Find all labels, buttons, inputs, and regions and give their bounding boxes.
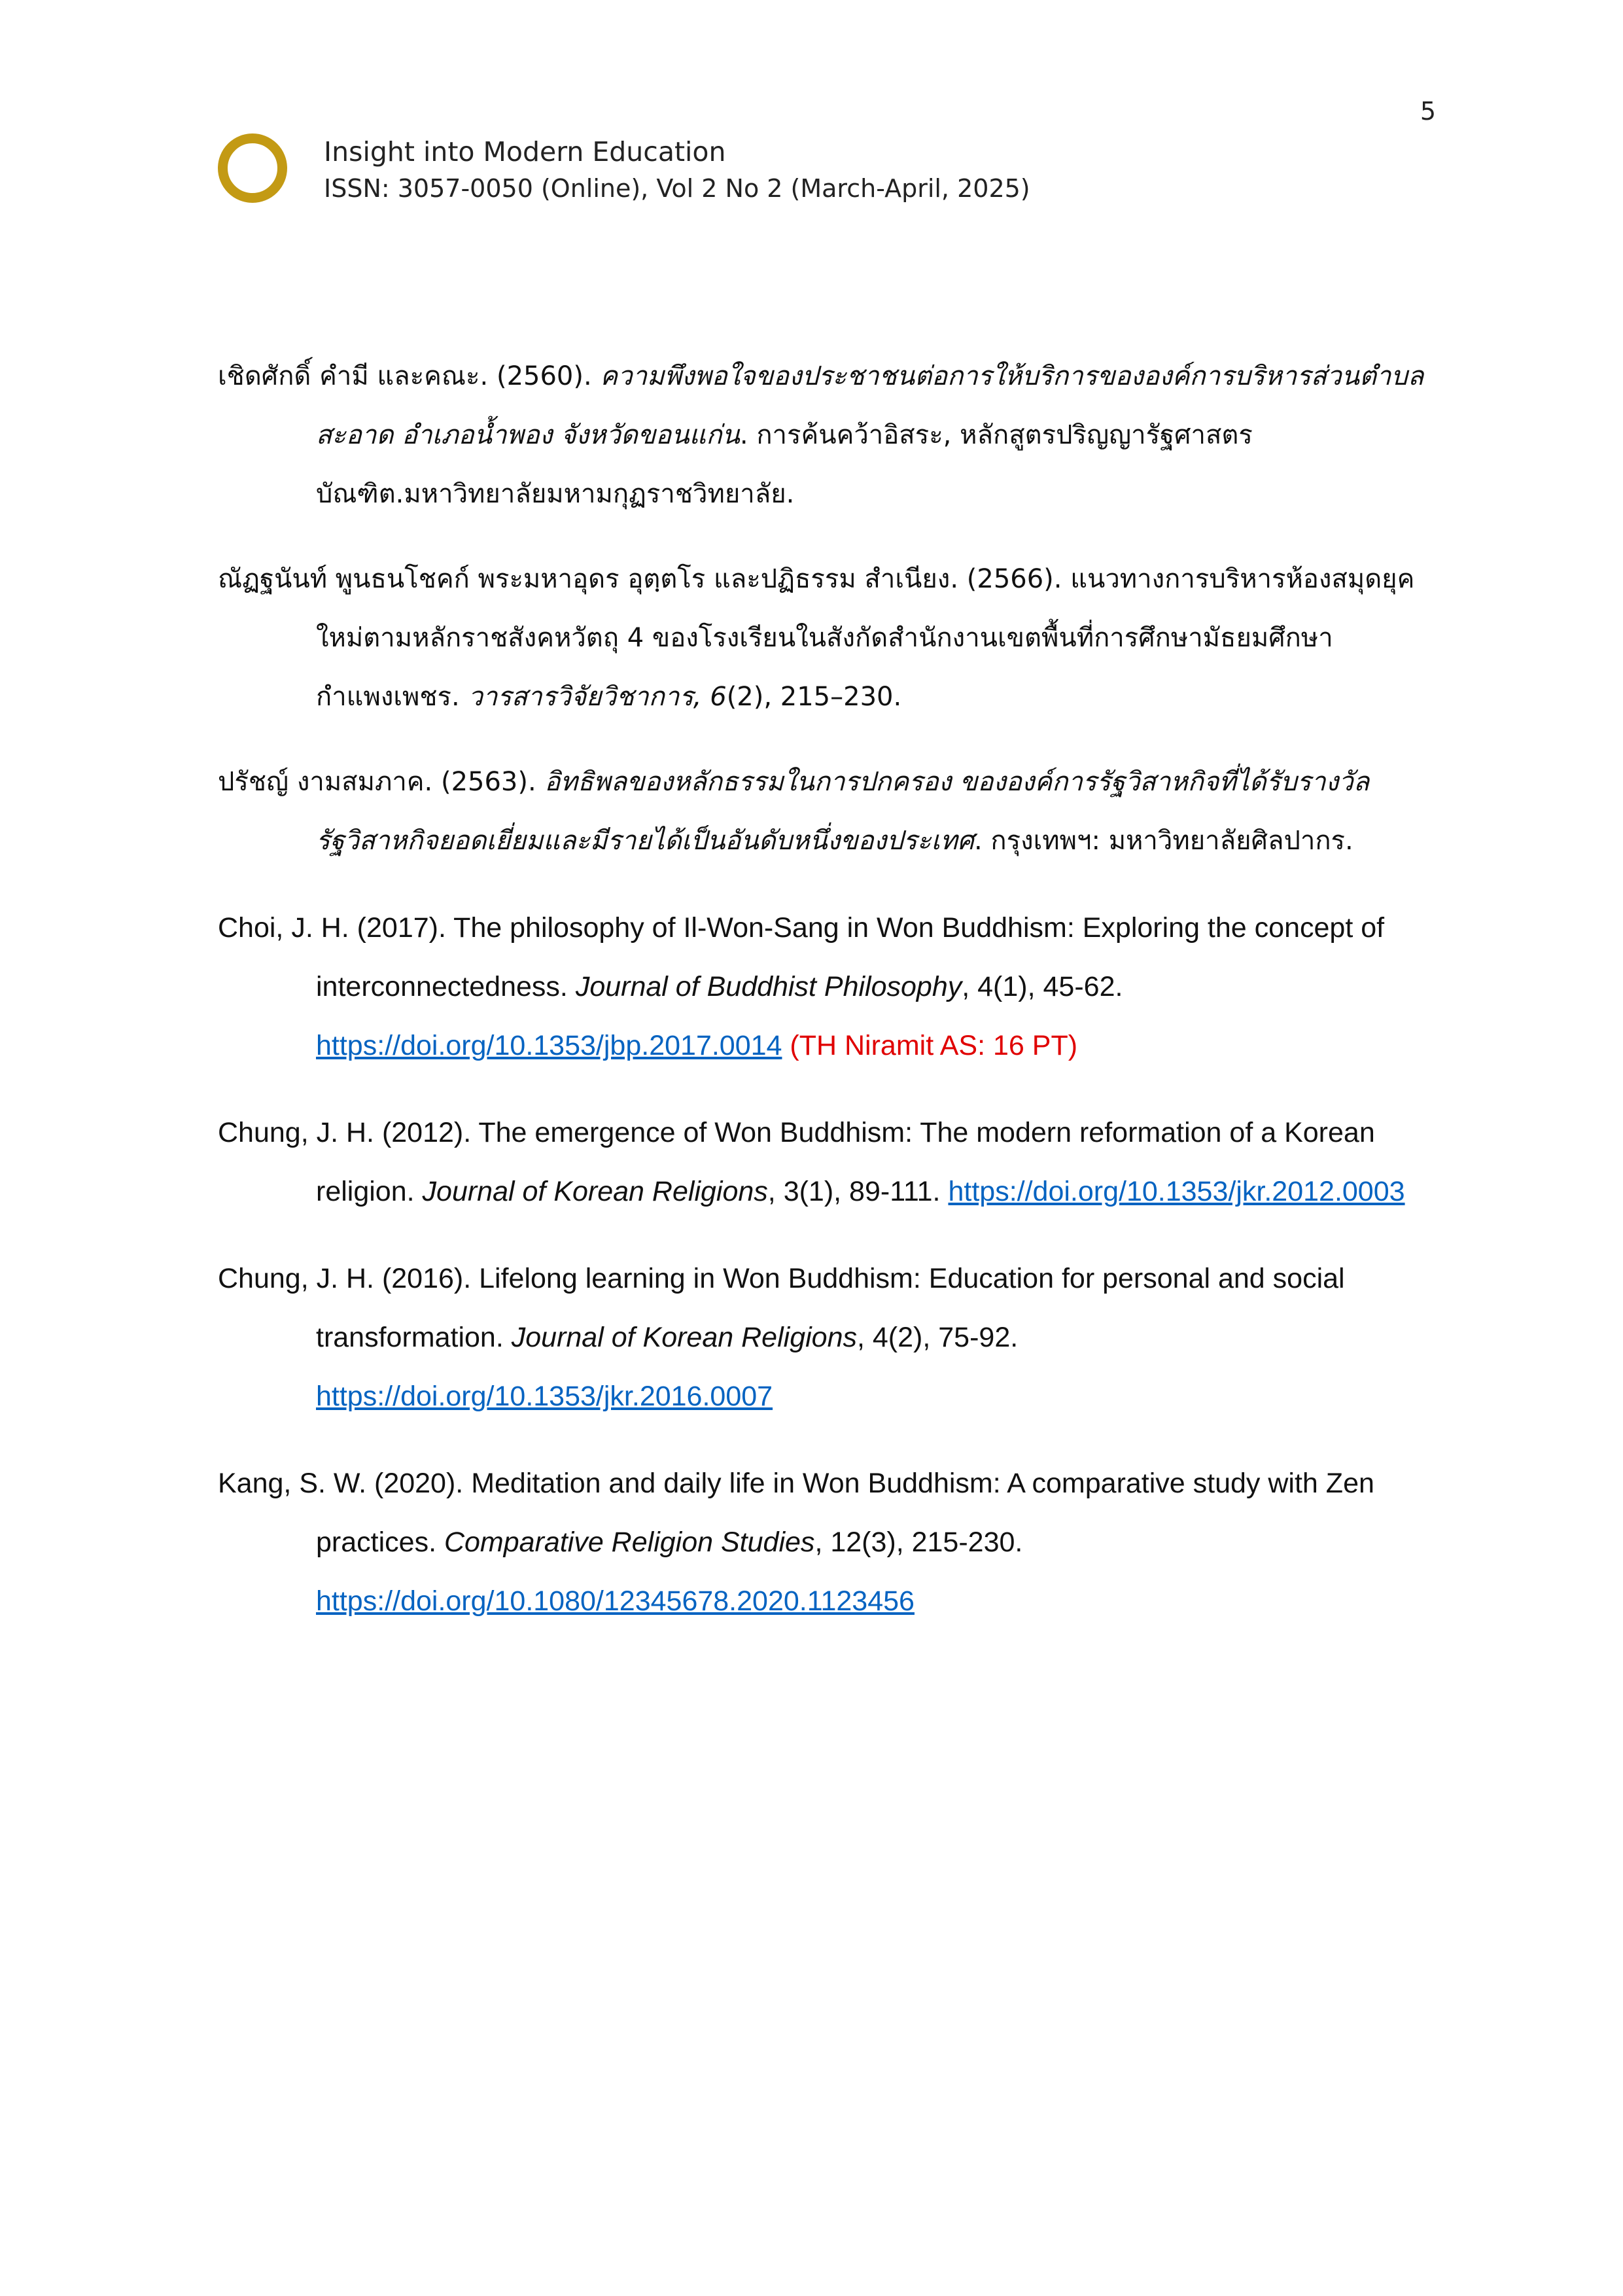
reference-item (218, 1249, 1441, 1426)
reference-title: ความพึงพอใจของประชาชนต่อการให้บริการขององค์การบริหารส่วนตำบลสะอาด อำเภอน้ำพอง จังหวัดขอนแก่น (316, 361, 1424, 450)
reference-title: อิทธิพลของหลักธรรมในการปกครอง ขององค์การรัฐวิสาหกิจที่ได้รับรางวัลรัฐวิสาหกิจยอดเยี่ยมและมีรายได้เป็นอันดับหนึ่งของประเทศ (316, 767, 1370, 856)
reference-details: . กรุงเทพฯ: มหาวิทยาลัยศิลปากร. (973, 826, 1353, 856)
reference-item (218, 898, 1441, 1075)
reference-item (218, 550, 1441, 726)
reference-journal: Journal of Buddhist Philosophy (575, 971, 962, 1002)
reference-authors: Choi, J. H. (2017). The philosophy of Il-Won-Sang in Won Buddhism: Exploring the concept of interconnectedness. (218, 912, 1385, 1002)
reference-authors: Kang, S. W. (2020). Meditation and daily life in Won Buddhism: A comparative study with Zen practices. (218, 1468, 1374, 1558)
reference-authors: Chung, J. H. (2016). Lifelong learning in Won Buddhism: Education for personal and social transformation. (218, 1263, 1345, 1353)
reference-doi-link[interactable]: https://doi.org/10.1353/jkr.2012.0003 (948, 1176, 1405, 1207)
reference-item (218, 347, 1441, 523)
reference-doi-link[interactable]: https://doi.org/10.1080/12345678.2020.1123456 (316, 1585, 915, 1617)
reference-journal: Journal of Korean Religions (422, 1176, 768, 1207)
reference-details: , 12(3), 215-230. (814, 1527, 1023, 1558)
reference-journal: วารสารวิจัยวิชาการ, 6 (468, 682, 727, 712)
reference-item (218, 752, 1441, 870)
reference-doi-link[interactable]: https://doi.org/10.1353/jbp.2017.0014 (316, 1030, 782, 1061)
reference-authors: ปรัชญ์ งามสมภาค. (2563). (218, 767, 545, 797)
reference-list (218, 321, 1441, 1651)
journal-issn: ISSN: 3057-0050 (Online), Vol 2 No 2 (March-April, 2025) (324, 174, 1030, 203)
reference-authors: เชิดศักดิ์ คำมี และคณะ. (2560). (218, 361, 601, 391)
reference-details: (2), 215–230. (726, 682, 902, 712)
journal-logo-ring-icon (218, 133, 287, 203)
journal-title: Insight into Modern Education (324, 136, 726, 168)
reference-authors: Chung, J. H. (2012). The emergence of Won Buddhism: The modern reformation of a Korean religion. (218, 1117, 1375, 1207)
font-size-note: (TH Niramit AS: 16 PT) (782, 1030, 1078, 1061)
page-number: 5 (1420, 97, 1436, 126)
reference-journal: Comparative Religion Studies (444, 1527, 815, 1558)
reference-authors: ณัฏฐนันท์ พูนธนโชคก์ พระมหาอุดร อุตฺตโร และปฏิธรรม สำเนียง. (2566). แนวทางการบริหารห้องสมุดยุคใหม่ตามหลักราชสังคหวัตถุ 4 ของโรงเรียนในสังกัดสำนักงานเขตพื้นที่การศึกษามัธยมศึกษากำแพงเพชร. (218, 564, 1415, 712)
reference-details: , 3(1), 89-111. (767, 1176, 949, 1207)
reference-item (218, 1103, 1441, 1221)
reference-details: . การค้นคว้าอิสระ, หลักสูตรปริญญารัฐศาสตรบัณฑิต.มหาวิทยาลัยมหามกุฏราชวิทยาลัย. (316, 420, 1253, 509)
reference-doi-link[interactable]: https://doi.org/10.1353/jkr.2016.0007 (316, 1381, 773, 1412)
reference-journal: Journal of Korean Religions (511, 1322, 857, 1353)
reference-details: , 4(1), 45-62. (962, 971, 1123, 1002)
reference-details: , 4(2), 75-92. (857, 1322, 1019, 1353)
reference-item (218, 1454, 1441, 1631)
